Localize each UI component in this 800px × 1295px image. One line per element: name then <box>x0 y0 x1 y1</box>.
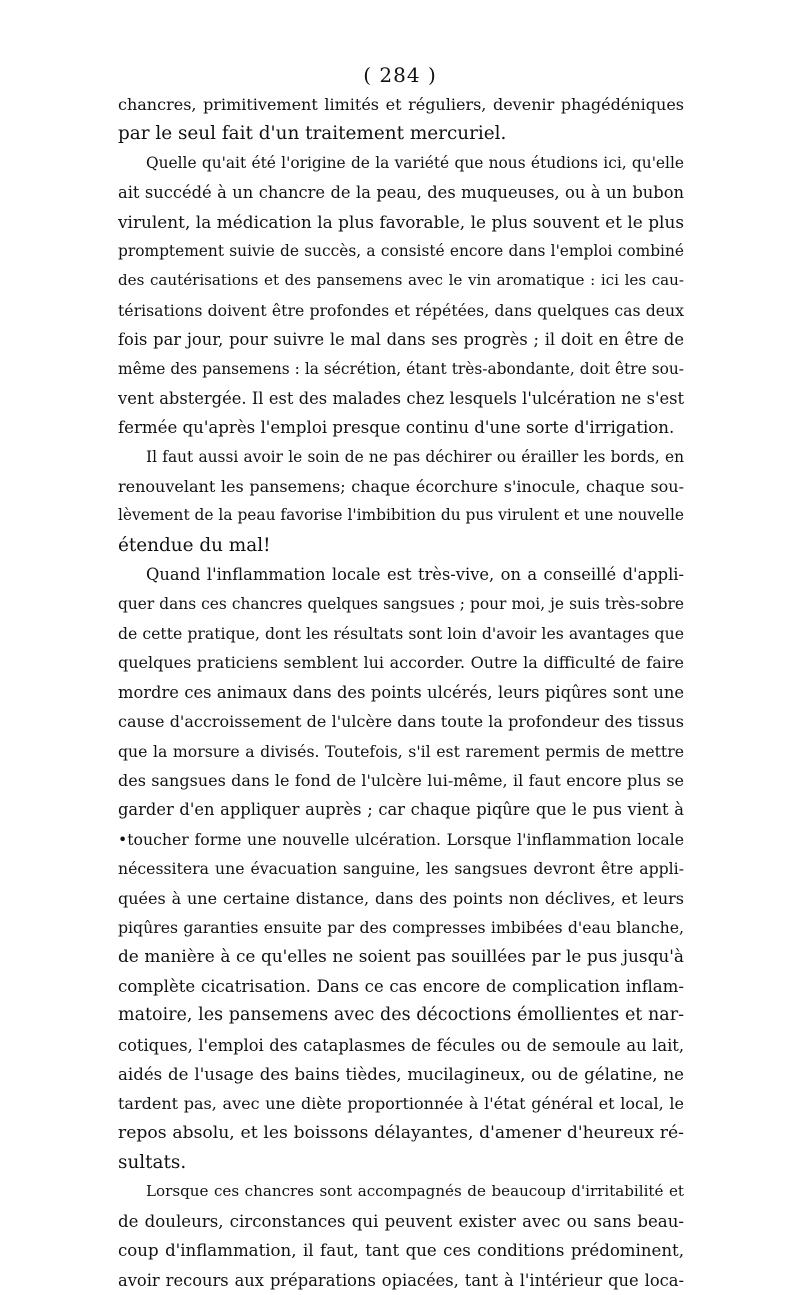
text-line: nécessitera une évacuation sanguine, les sangsues devront être appli- <box>118 859 684 879</box>
text-line: aidés de l'usage des bains tièdes, mucilagineux, ou de gélatine, ne <box>118 1064 684 1084</box>
text-line: ait succédé à un chancre de la peau, des muqueuses, ou à un bubon <box>118 183 684 203</box>
text-line: fois par jour, pour suivre le mal dans ses progrès ; il doit en être de <box>118 330 684 350</box>
text-line: sultats. <box>118 1152 187 1174</box>
page-number: ( 284 ) <box>363 63 437 87</box>
text-line: vent abstergée. Il est des malades chez lesquels l'ulcération ne s'est <box>118 388 684 408</box>
text-line: mordre ces animaux dans des points ulcérés, leurs piqûres sont une <box>118 682 684 702</box>
text-line: coup d'inflammation, il faut, tant que ces conditions prédominent, <box>118 1241 684 1261</box>
text-line: que la morsure a divisés. Toutefois, s'il est rarement permis de mettre <box>118 741 684 761</box>
text-line: de cette pratique, dont les résultats sont loin d'avoir les avantages que <box>118 624 684 644</box>
text-line: quer dans ces chancres quelques sangsues ; pour moi, je suis très-sobre <box>118 594 684 613</box>
text-line: lèvement de la peau favorise l'imbibition du pus virulent et une nouvelle <box>118 506 684 525</box>
text-line: virulent, la médication la plus favorable, le plus souvent et le plus <box>118 211 684 232</box>
text-line: piqûres garanties ensuite par des compresses imbibées d'eau blanche, <box>118 917 684 937</box>
text-line: même des pansemens : la sécrétion, étant très-abondante, doit être sou- <box>118 359 684 378</box>
text-line: des cautérisations et des pansemens avec le vin aromatique : ici les cau- <box>118 271 684 290</box>
text-line: Lorsque ces chancres sont accompagnés de beaucoup d'irritabilité et <box>146 1182 684 1201</box>
text-line: garder d'en appliquer auprès ; car chaque piqûre que le pus vient à <box>118 800 684 820</box>
text-line: repos absolu, et les boissons délayantes, d'amener d'heureux ré- <box>118 1122 684 1143</box>
text-line: promptement suivie de succès, a consisté encore dans l'emploi combiné <box>118 241 684 260</box>
text-line: •toucher forme une nouvelle ulcération. Lorsque l'inflammation locale <box>118 829 684 849</box>
text-line: Quelle qu'ait été l'origine de la variété que nous étudions ici, qu'elle <box>146 153 684 172</box>
text-line: tardent pas, avec une diète proportionnée à l'état général et local, le <box>118 1094 684 1114</box>
text-line: des sangsues dans le fond de l'ulcère lui-même, il faut encore plus se <box>118 770 684 790</box>
text-line: quelques praticiens semblent lui accorder. Outre la difficulté de faire <box>118 653 684 673</box>
text-line: cotiques, l'emploi des cataplasmes de fécules ou de semoule au lait, <box>118 1035 684 1055</box>
body-text <box>118 90 684 1295</box>
text-line: de manière à ce qu'elles ne soient pas souillées par le pus jusqu'à <box>118 946 684 967</box>
text-line: de douleurs, circonstances qui peuvent exister avec ou sans beau- <box>118 1211 684 1231</box>
text-line: cause d'accroissement de l'ulcère dans toute la profondeur des tissus <box>118 712 684 732</box>
text-line: matoire, les pansemens avec des décoctions émollientes et nar- <box>118 1005 684 1026</box>
text-line: chancres, primitivement limités et réguliers, devenir phagédéniques <box>118 95 684 114</box>
text-line: fermée qu'après l'emploi presque continu d'une sorte d'irrigation. <box>118 418 675 438</box>
text-line: renouvelant les pansemens; chaque écorchure s'inocule, chaque sou- <box>118 477 684 497</box>
text-line: avoir recours aux préparations opiacées, tant à l'intérieur que loca- <box>118 1270 684 1290</box>
text-line: Il faut aussi avoir le soin de ne pas déchirer ou érailler les bords, en <box>146 447 684 466</box>
text-line: Quand l'inflammation locale est très-vive, on a conseillé d'appli- <box>146 565 684 585</box>
text-line: complète cicatrisation. Dans ce cas encore de complication inflam- <box>118 976 684 996</box>
text-line: étendue du mal! <box>118 534 271 556</box>
text-line: par le seul fait d'un traitement mercuriel. <box>118 123 507 145</box>
text-line: térisations doivent être profondes et répétées, dans quelques cas deux <box>118 300 684 320</box>
text-line: quées à une certaine distance, dans des points non déclives, et leurs <box>118 888 684 908</box>
